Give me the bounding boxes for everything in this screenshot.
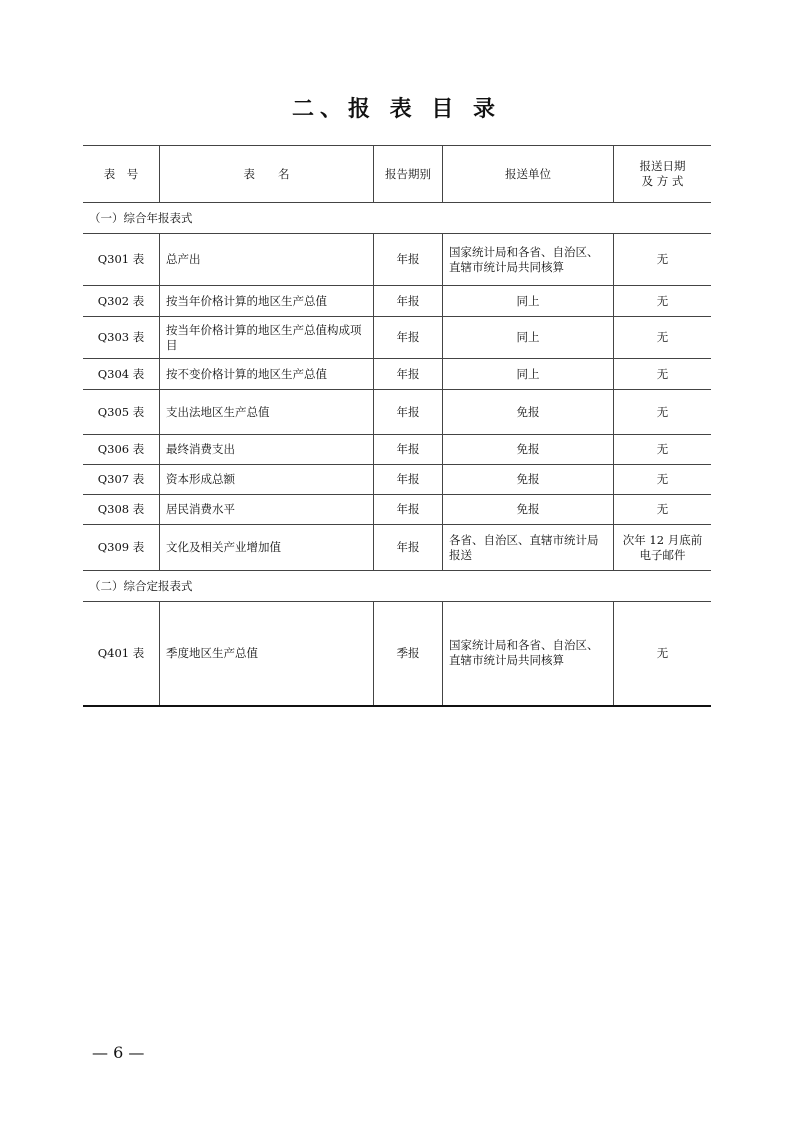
cell-name: 总产出 (160, 234, 374, 286)
cell-date: 无 (614, 602, 712, 706)
cell-name: 资本形成总额 (160, 465, 374, 495)
cell-unit: 各省、自治区、直辖市统计局报送 (443, 525, 614, 571)
header-date-line1: 报送日期 (639, 159, 686, 173)
table-row (83, 602, 711, 706)
header-date-line2: 及 方 式 (641, 174, 684, 188)
cell-date: 无 (614, 495, 712, 525)
cell-unit: 免报 (443, 390, 614, 435)
page-number: — 6 — (92, 1043, 145, 1062)
cell-unit: 免报 (443, 495, 614, 525)
header-unit: 报送单位 (443, 146, 614, 203)
table-row (83, 286, 711, 317)
header-period: 报告期别 (374, 146, 443, 203)
cell-period: 年报 (374, 234, 443, 286)
cell-unit: 免报 (443, 465, 614, 495)
table-row (83, 465, 711, 495)
header-name: 表 名 (160, 146, 374, 203)
cell-date: 无 (614, 390, 712, 435)
table-row (83, 525, 711, 571)
cell-code: Q302 表 (83, 286, 160, 317)
cell-name: 居民消费水平 (160, 495, 374, 525)
cell-period: 季报 (374, 602, 443, 706)
cell-date: 无 (614, 317, 712, 359)
cell-date-line1: 次年 12 月底前 (622, 532, 703, 547)
table-header-row (83, 146, 711, 203)
cell-name: 按当年价格计算的地区生产总值构成项目 (160, 317, 374, 359)
cell-date-line2: 电子邮件 (639, 547, 686, 562)
cell-name: 文化及相关产业增加值 (160, 525, 374, 571)
cell-unit: 国家统计局和各省、自治区、直辖市统计局共同核算 (443, 234, 614, 286)
cell-period: 年报 (374, 317, 443, 359)
cell-name: 季度地区生产总值 (160, 602, 374, 706)
table-row (83, 317, 711, 359)
cell-period: 年报 (374, 525, 443, 571)
cell-code: Q307 表 (83, 465, 160, 495)
cell-code: Q306 表 (83, 435, 160, 465)
section-row (83, 571, 711, 602)
cell-unit: 同上 (443, 317, 614, 359)
header-date (614, 146, 712, 203)
cell-name: 支出法地区生产总值 (160, 390, 374, 435)
table-row (83, 390, 711, 435)
section-label: （一）综合年报表式 (83, 203, 711, 234)
cell-code: Q301 表 (83, 234, 160, 286)
table-row (83, 435, 711, 465)
cell-date: 无 (614, 435, 712, 465)
cell-date: 无 (614, 359, 712, 390)
section-row (83, 203, 711, 234)
table-row (83, 495, 711, 525)
cell-period: 年报 (374, 390, 443, 435)
cell-code: Q303 表 (83, 317, 160, 359)
cell-name: 按不变价格计算的地区生产总值 (160, 359, 374, 390)
cell-period: 年报 (374, 286, 443, 317)
cell-date: 无 (614, 465, 712, 495)
cell-unit: 免报 (443, 435, 614, 465)
cell-unit: 同上 (443, 359, 614, 390)
cell-code: Q308 表 (83, 495, 160, 525)
table-row (83, 234, 711, 286)
table-row (83, 359, 711, 390)
cell-period: 年报 (374, 359, 443, 390)
cell-code: Q309 表 (83, 525, 160, 571)
cell-name: 最终消费支出 (160, 435, 374, 465)
cell-date: 无 (614, 286, 712, 317)
cell-code: Q305 表 (83, 390, 160, 435)
report-catalog-table (83, 145, 711, 707)
cell-unit: 国家统计局和各省、自治区、直辖市统计局共同核算 (443, 602, 614, 706)
page-title: 二、报 表 目 录 (292, 97, 501, 122)
section-label: （二）综合定报表式 (83, 571, 711, 602)
cell-code: Q304 表 (83, 359, 160, 390)
cell-period: 年报 (374, 435, 443, 465)
cell-period: 年报 (374, 465, 443, 495)
cell-unit: 同上 (443, 286, 614, 317)
cell-name: 按当年价格计算的地区生产总值 (160, 286, 374, 317)
header-code: 表 号 (83, 146, 160, 203)
cell-date (614, 525, 712, 571)
cell-period: 年报 (374, 495, 443, 525)
cell-date: 无 (614, 234, 712, 286)
cell-code: Q401 表 (83, 602, 160, 706)
